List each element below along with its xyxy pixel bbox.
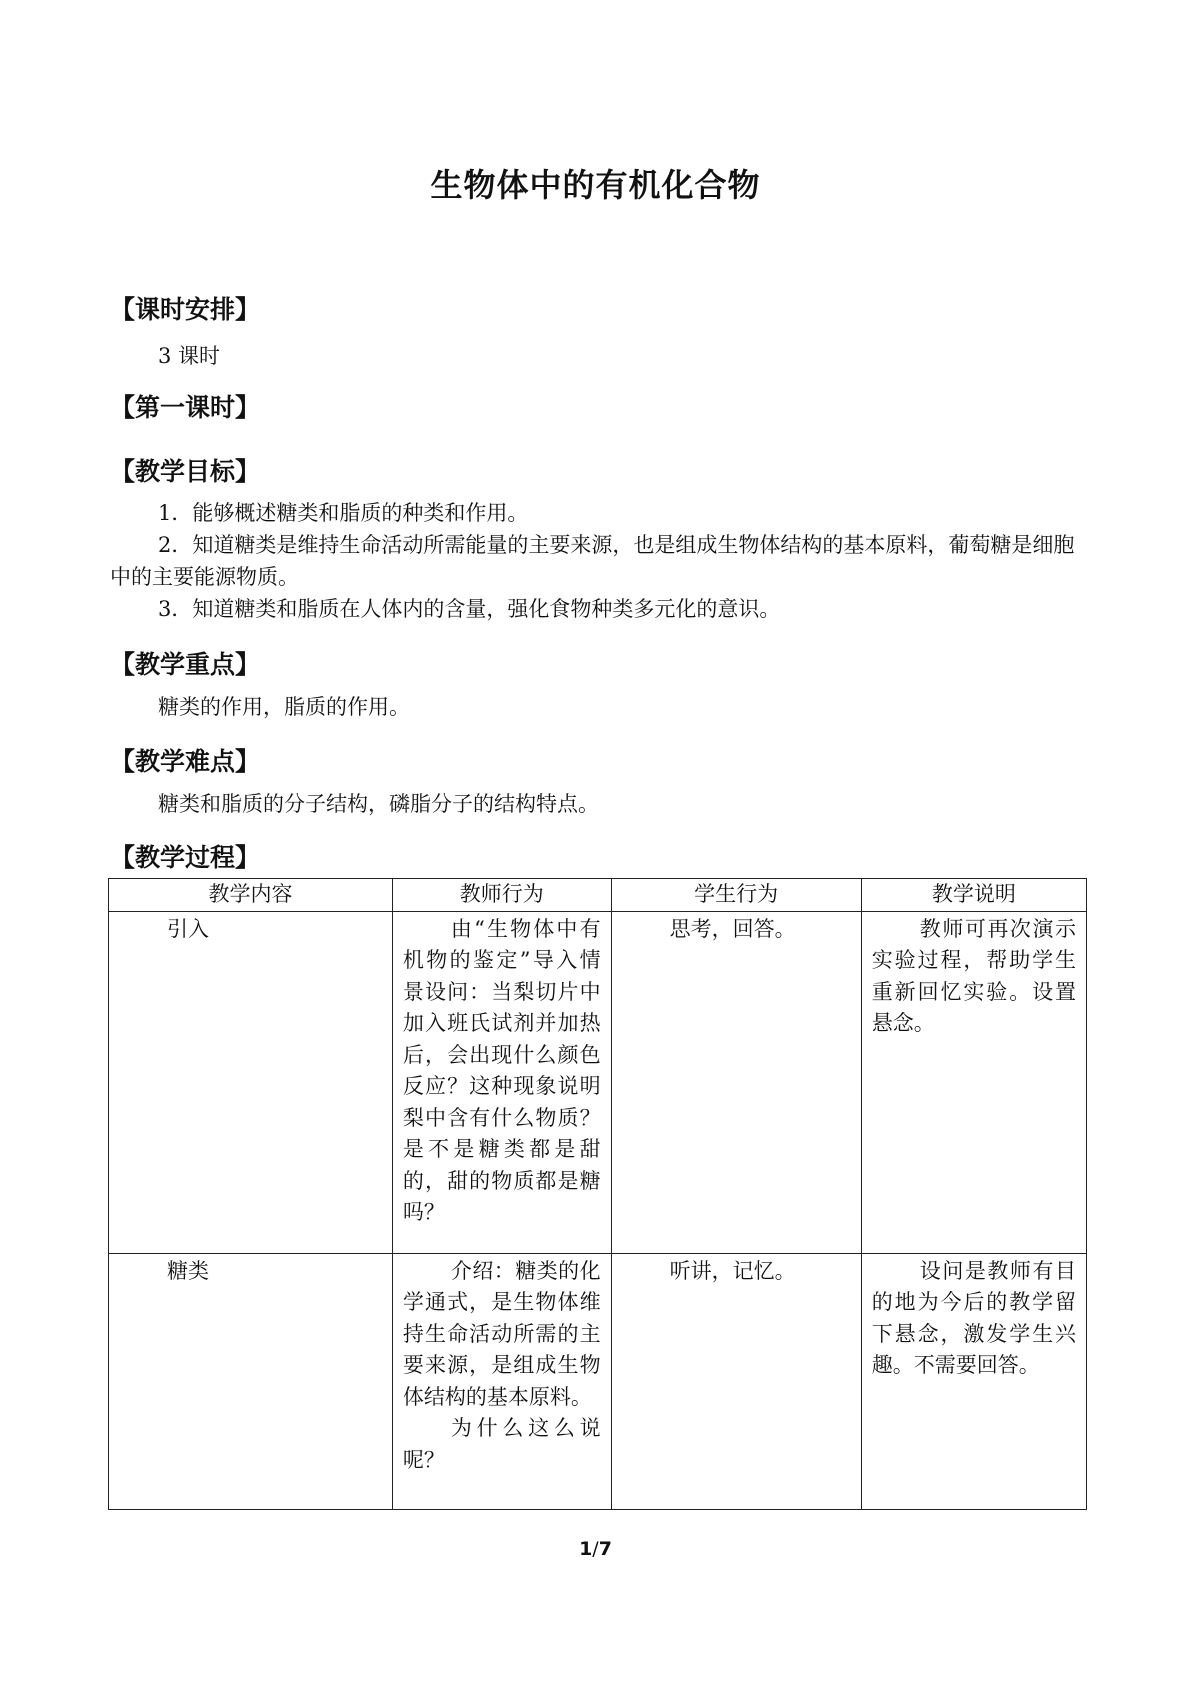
first-lesson-heading: 【第一课时】 <box>110 393 261 422</box>
cell-teacher: 由“生物体中有机物的鉴定”导入情景设问：当梨切片中加入班氏试剂并加热后，会出现什么颜色反应？这种现象说明梨中含有什么物质？是不是糖类都是甜的，甜的物质都是糖吗？ <box>392 911 611 1253</box>
column-header-student: 学生行为 <box>611 879 861 912</box>
teaching-process-table <box>108 878 1087 1510</box>
schedule-text: 3 课时 <box>158 344 221 368</box>
column-header-teacher: 教师行为 <box>392 879 611 912</box>
process-heading: 【教学过程】 <box>110 843 261 872</box>
page-number <box>0 1538 1191 1560</box>
table-header-row <box>109 879 1087 912</box>
column-header-content: 教学内容 <box>109 879 393 912</box>
cell-note: 教师可再次演示实验过程，帮助学生重新回忆实验。设置悬念。 <box>861 911 1086 1253</box>
page-current: 1 <box>579 1538 593 1560</box>
difficulties-heading: 【教学难点】 <box>110 747 261 776</box>
table-row <box>109 1253 1087 1509</box>
page-separator: / <box>592 1538 599 1560</box>
column-header-note: 教学说明 <box>861 879 1086 912</box>
cell-note: 设问是教师有目的地为今后的教学留下悬念，激发学生兴趣。不需要回答。 <box>861 1253 1086 1509</box>
cell-student: 听讲，记忆。 <box>611 1253 861 1509</box>
table-row <box>109 911 1087 1253</box>
key-points-heading: 【教学重点】 <box>110 650 261 679</box>
cell-teacher <box>392 1253 611 1509</box>
cell-content: 引入 <box>109 911 393 1253</box>
objective-item-2: 2．知道糖类是维持生命活动所需能量的主要来源，也是组成生物体结构的基本原料，葡萄糖是细胞中的主要能源物质。 <box>110 533 1075 589</box>
key-points-text: 糖类的作用，脂质的作用。 <box>158 695 410 719</box>
difficulties-text: 糖类和脂质的分子结构，磷脂分子的结构特点。 <box>158 792 599 816</box>
objectives-heading: 【教学目标】 <box>110 457 261 486</box>
objective-item-1: 1．能够概述糖类和脂质的种类和作用。 <box>158 501 529 525</box>
page-title: 生物体中的有机化合物 <box>430 166 761 204</box>
page-total: 7 <box>598 1538 612 1560</box>
objective-item-3: 3．知道糖类和脂质在人体内的含量，强化食物种类多元化的意识。 <box>158 597 781 621</box>
cell-content: 糖类 <box>109 1253 393 1509</box>
cell-teacher-paragraph: 为什么这么说呢？ <box>402 1416 601 1472</box>
schedule-heading: 【课时安排】 <box>110 295 261 324</box>
cell-teacher-paragraph: 介绍：糖类的化学通式，是生物体维持生命活动所需的主要来源，是组成生物体结构的基本原料。 <box>402 1258 601 1409</box>
cell-student: 思考，回答。 <box>611 911 861 1253</box>
